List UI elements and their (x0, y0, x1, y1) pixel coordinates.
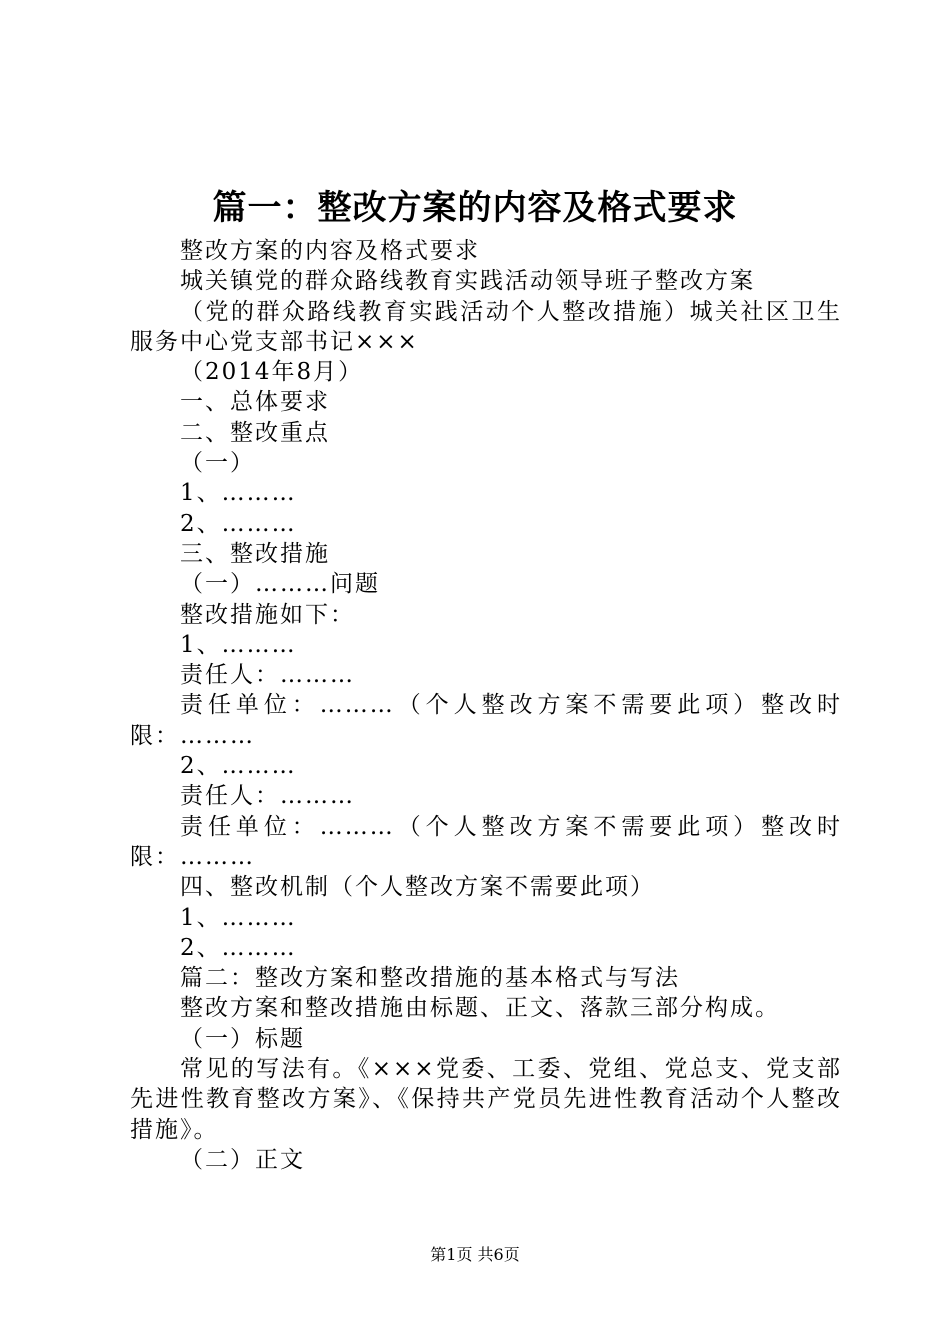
paragraph: （党的群众路线教育实践活动个人整改措施）城关社区卫生服务中心党支部书记××× (130, 298, 842, 355)
paragraph: 整改方案和整改措施由标题、正文、落款三部分构成。 (180, 995, 780, 1022)
list-item: 2、……… (180, 934, 297, 961)
paragraph: 城关镇党的群众路线教育实践活动领导班子整改方案 (180, 268, 755, 295)
paragraph: 责任人：……… (180, 662, 355, 689)
list-item: 1、……… (180, 480, 297, 507)
list-item: 2、……… (180, 753, 297, 780)
section-heading: 三、整改措施 (180, 540, 330, 567)
document-body (130, 236, 842, 1175)
paragraph: 常见的写法有。《×××党委、工委、党组、党总支、党支部先进性教育整改方案》、《保持共产党员先进性教育活动个人整改措施》。 (130, 1056, 842, 1143)
paragraph: 责任单位：………（个人整改方案不需要此项）整改时限：……… (130, 692, 842, 749)
paragraph: （2014年8月） (180, 359, 364, 386)
page-number-footer: 第1页 共6页 (430, 1245, 520, 1264)
section-heading: 二、整改重点 (180, 419, 330, 446)
paragraph: （一）………问题 (180, 571, 380, 598)
list-item: 2、……… (180, 510, 297, 537)
section-heading: 一、总体要求 (180, 389, 330, 416)
section-heading: 四、整改机制（个人整改方案不需要此项） (180, 874, 655, 901)
section-heading: 篇二：整改方案和整改措施的基本格式与写法 (180, 965, 680, 992)
paragraph: （二）正文 (180, 1146, 305, 1173)
list-item: 1、……… (180, 631, 297, 658)
paragraph: 责任单位：………（个人整改方案不需要此项）整改时限：……… (130, 813, 842, 870)
list-item: 1、……… (180, 904, 297, 931)
paragraph: 整改方案的内容及格式要求 (180, 238, 480, 264)
paragraph: （一） (180, 450, 255, 477)
paragraph: 责任人：……… (180, 783, 355, 810)
paragraph: （一）标题 (180, 1025, 305, 1052)
paragraph: 整改措施如下： (180, 601, 355, 628)
document-title: 篇一：整改方案的内容及格式要求 (212, 188, 738, 228)
